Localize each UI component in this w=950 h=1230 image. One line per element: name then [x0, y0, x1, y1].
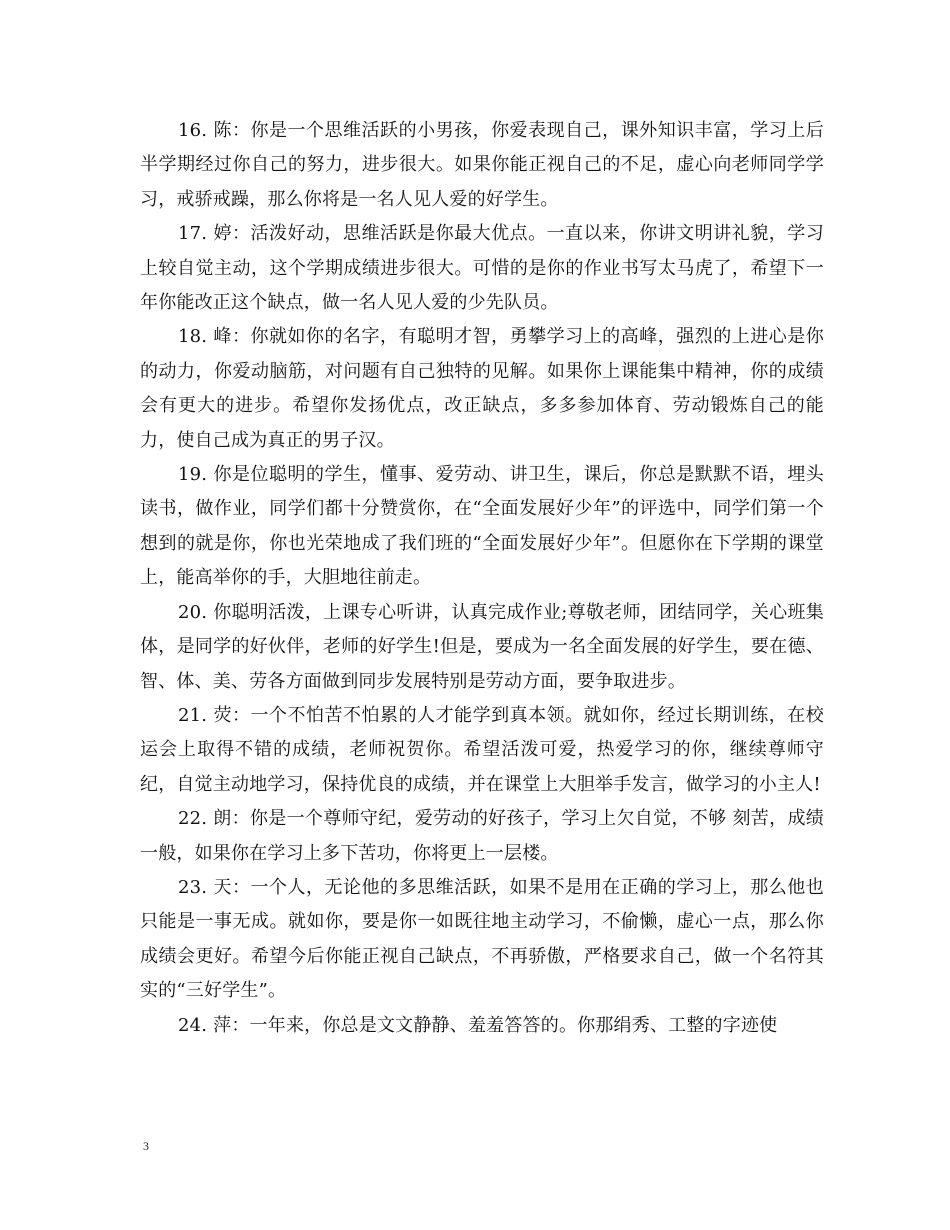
paragraph-16: 16. 陈：你是一个思维活跃的小男孩，你爱表现自己，课外知识丰富，学习上后半学期经过你自己的努力，进步很大。如果你能正视自己的不足，虚心向老师同学学习，戒骄戒躁，那么你将是一名人见人爱的好学生。	[140, 120, 824, 210]
paragraph-22: 22. 朗：你是一个尊师守纪，爱劳动的好孩子，学习上欠自觉，不够 刻苦，成绩一般，如果你在学习上多下苦功，你将更上一层楼。	[140, 808, 824, 864]
paragraph-23: 23. 天：一个人，无论他的多思维活跃，如果不是用在正确的学习上，那么他也只能是一事无成。就如你，要是你一如既往地主动学习，不偷懒，虚心一点，那么你成绩会更好。希望今后你能正视自己缺点，不再骄傲，严格要求自己，做一个名符其实的“三好学生”。	[140, 876, 824, 1002]
paragraph-19: 19. 你是位聪明的学生，懂事、爱劳动、讲卫生，课后，你总是默默不语，埋头读书，做作业，同学们都十分赞赏你，在“全面发展好少年”的评选中，同学们第一个想到的就是你，你也光荣地成了我们班的“全面发展好少年”。但愿你在下学期的课堂上，能高举你的手，大胆地往前走。	[140, 464, 824, 589]
paragraph-17: 17. 婷：活泼好动，思维活跃是你最大优点。一直以来，你讲文明讲礼貌，学习上较自觉主动，这个学期成绩进步很大。可惜的是你的作业书写太马虎了，希望下一年你能改正这个缺点，做一名人见人爱的少先队员。	[140, 223, 824, 314]
paragraph-21: 21. 荧：一个不怕苦不怕累的人才能学到真本领。就如你，经过长期训练，在校运会上取得不错的成绩，老师祝贺你。希望活泼可爱，热爱学习的你，继续尊师守纪，自觉主动地学习，保持优良的成绩，并在课堂上大胆举手发言，做学习的小主人!	[140, 704, 824, 795]
paragraph-24: 24. 萍：一年来，你总是文文静静、羞羞答答的。你那绢秀、工整的字迹使	[178, 1014, 778, 1036]
paragraph-20: 20. 你聪明活泼，上课专心听讲，认真完成作业;尊敬老师，团结同学，关心班集体，是同学的好伙伴，老师的好学生!但是，要成为一名全面发展的好学生，要在德、智、体、美、劳各方面做到同步发展特别是劳动方面，要争取进步。	[140, 601, 824, 692]
page-number: 3	[143, 1139, 149, 1153]
paragraph-18: 18. 峰：你就如你的名字，有聪明才智，勇攀学习上的高峰，强烈的上进心是你的动力，你爱动脑筋，对问题有自己独特的见解。如果你上课能集中精神，你的成绩会有更大的进步。希望你发扬优点，改正缺点，多多参加体育、劳动锻炼自己的能力，使自己成为真正的男子汉。	[140, 326, 824, 451]
document-body	[140, 114, 824, 1043]
